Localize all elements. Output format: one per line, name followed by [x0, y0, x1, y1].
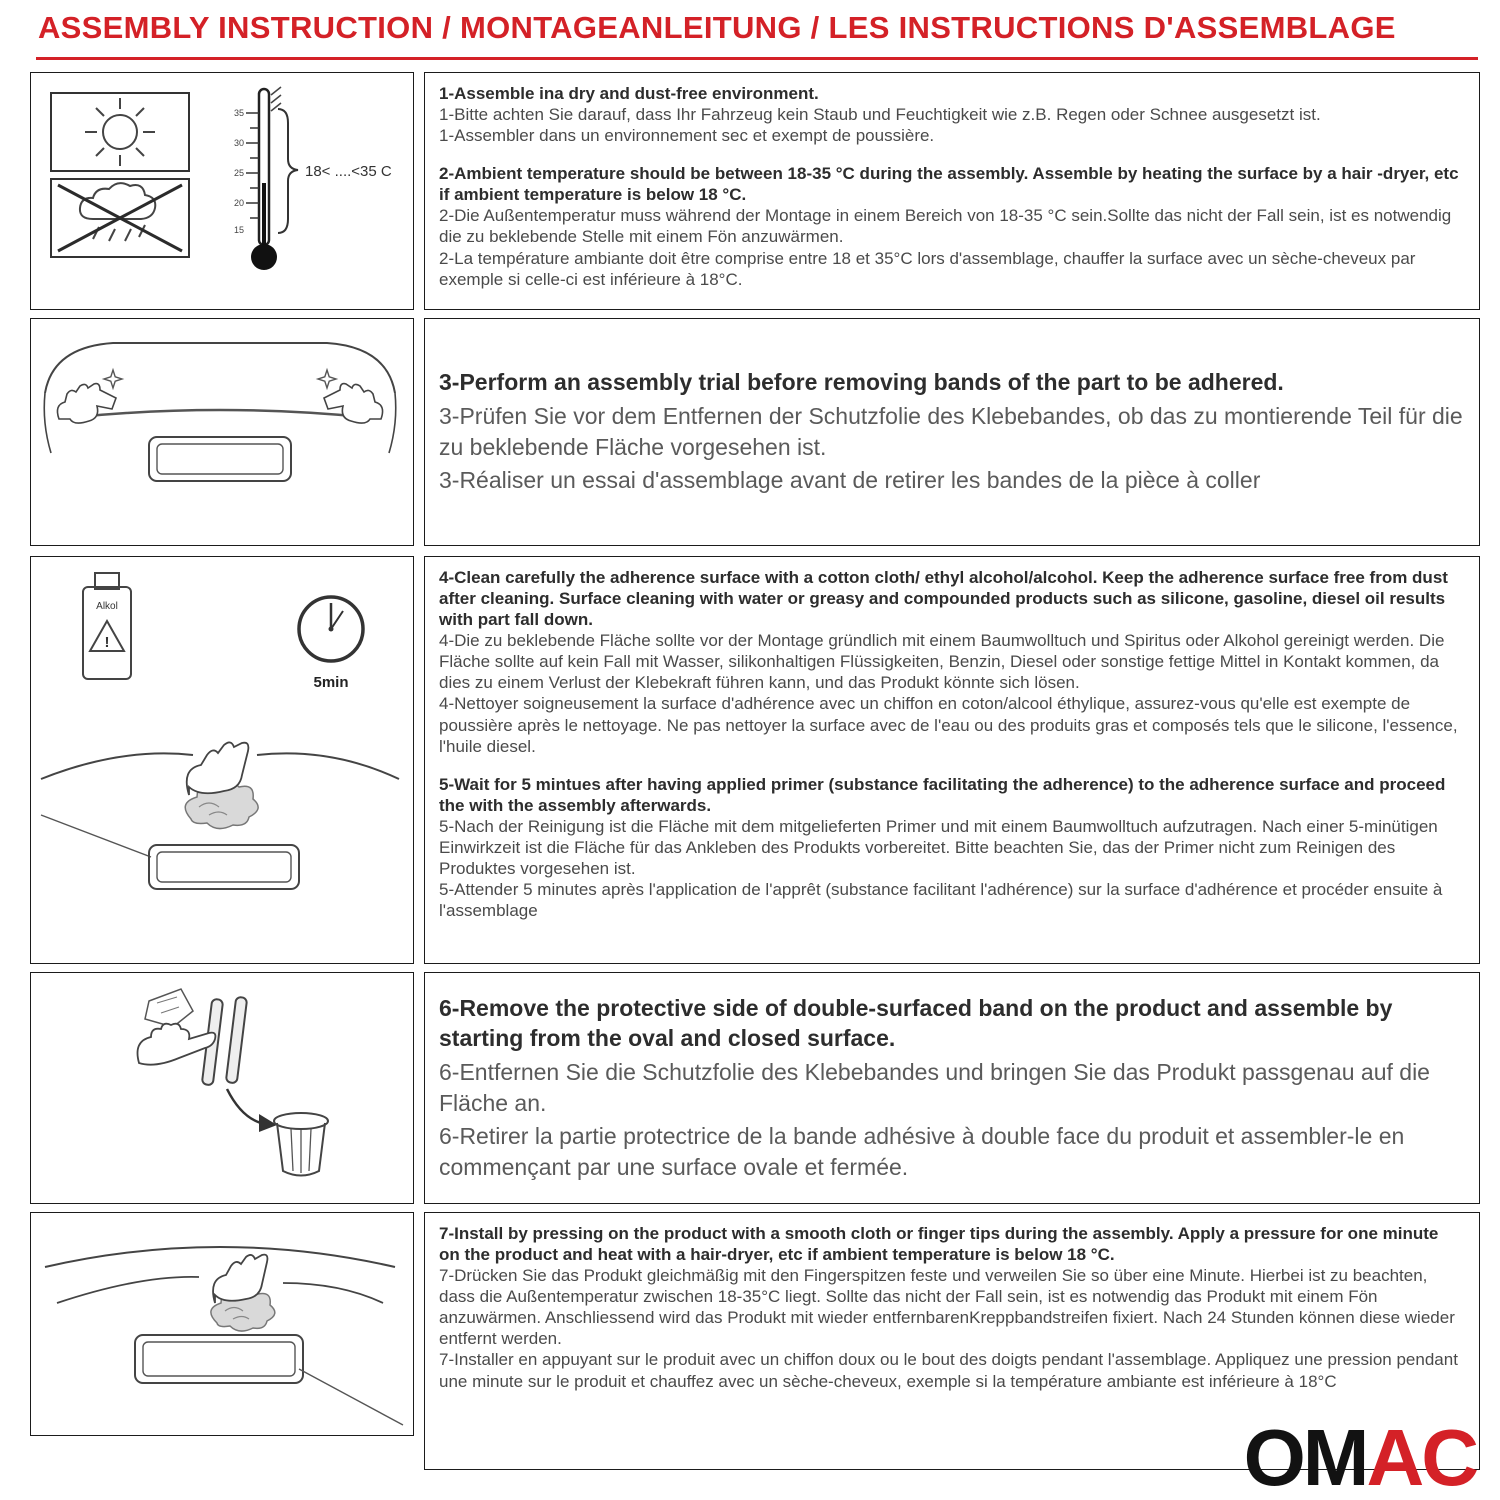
holding-hand-icon: [138, 1024, 216, 1065]
figure-box-remove-band: [30, 972, 414, 1204]
left-hand-icon: [57, 384, 116, 423]
instruction-2-en: 2-Ambient temperature should be between 18-35 °C during the assembly. Assemble by heating the surface by a hair -dryer, etc if ambient temperature is below 18 °C.: [439, 164, 1459, 205]
text-box-2: [424, 318, 1480, 546]
thermometer-icon: [234, 87, 392, 270]
figure-box-trial: [30, 318, 414, 546]
instruction-6-en: 6-Remove the protective side of double-surfaced band on the product and assemble by starting from the oval and closed surface.: [439, 994, 1393, 1052]
instruction-5-fr: 5-Attender 5 minutes après l'application de l'apprêt (substance facilitant l'adhérence) sur la surface d'adhérence et procéder ensuite à l'assemblage: [439, 880, 1443, 921]
instruction-4-fr: 4-Nettoyer soigneusement la surface d'adhérence avec un chiffon en coton/alcool éthylique, assurez-vous qu'elle est exempte de poussière après le nettoyage. Ne pas nettoyer la surface avec de l'eau ou des produits gras et composés tels que le silicone, l'essence, l'huile diesel.: [439, 694, 1458, 756]
instruction-7-fr: 7-Installer en appuyant sur le produit avec un chiffon doux ou le bout des doigts pendant l'assemblage. Appliquez une pression pendant une minute sur le produit et chauffez avec un sèche-cheveux, exemple si la température ambiante est inférieure à 18°C: [439, 1350, 1458, 1391]
figure-box-install: [30, 1212, 414, 1436]
thermometer-tick-label: 15: [233, 225, 244, 235]
logo-text-red: AC: [1366, 1413, 1476, 1500]
instruction-row-4: [30, 972, 1480, 1204]
instruction-row-2: [30, 318, 1480, 546]
instruction-1-fr: 1-Assembler dans un environnement sec et exempt de poussière.: [439, 126, 935, 146]
omac-logo: [1243, 1413, 1476, 1500]
svg-text:!: !: [104, 634, 110, 651]
protective-film-icon: [145, 989, 193, 1027]
thermometer-range-label: 18< ....<35 C: [305, 163, 392, 180]
instruction-5-de: 5-Nach der Reinigung ist die Fläche mit dem mitgelieferten Primer und mit einem Baumwolltuch aufzutragen. Nach einer 5-minütigen Einwirkzeit ist die Fläche für das Ankleben des Produkts vorbereitet. Bitte beachten Sie, das der Primer nicht zum Reinigen des Produktes vorgesehen ist.: [439, 816, 1438, 879]
instruction-6-de: 6-Entfernen Sie die Schutzfolie des Klebebandes und bringen Sie das Produkt passgenau auf die Fläche an.: [439, 1058, 1430, 1116]
instruction-1-en: 1-Assemble ina dry and dust-free environment.: [439, 84, 819, 103]
figure-box-cleaning: [30, 556, 414, 964]
instruction-row-3: [30, 556, 1480, 964]
instruction-7-de: 7-Drücken Sie das Produkt gleichmäßig mit den Fingerspitzen feste und verweilen Sie so über eine Minute. Hierbei ist zu beachten, dass die Außentemperatur zwischen 18-35°C liegt. Sollte das nicht der Fall sein, ist es notwendig das Produkt mit einem Fön anzuwärmen. Anschliessend wird das Produkt mit wieder entfernbarenKreppbandstreifen fixiert. Nach 24 Stunden können diese wieder entfernt werden.: [439, 1266, 1455, 1349]
thermometer-tick-label: 20: [233, 198, 244, 208]
bottle-label: Alkol: [96, 601, 118, 612]
instruction-4-en: 4-Clean carefully the adherence surface with a cotton cloth/ ethyl alcohol/alcohol. Keep the adherence surface free from dust after cleaning. Surface cleaning with water or greasy and compounded products such as silicone, gasoline, diesel oil results with part fall down.: [439, 568, 1448, 630]
text-box-4: [424, 972, 1480, 1204]
sparkle-icon: [104, 370, 336, 388]
logo-text-black: OM: [1243, 1413, 1367, 1500]
title-underline: [36, 57, 1478, 60]
instruction-3-de: 3-Prüfen Sie vor dem Entfernen der Schutzfolie des Klebebandes, ob das zu montierende Teil für die zu beklebende Fläche vorgesehen ist.: [439, 402, 1463, 460]
clock-label: 5min: [313, 674, 349, 691]
arrow-line: [227, 1089, 261, 1123]
trim-band: [77, 410, 363, 417]
instruction-5-en: 5-Wait for 5 mintues after having applied primer (substance facilitating the adherence) to the adherence surface and proceed the with the assembly afterwards.: [439, 774, 1446, 815]
trash-icon: [274, 1113, 328, 1176]
remove-band-illustration: [31, 973, 409, 1201]
no-rain-icon: [51, 179, 189, 257]
instruction-6-fr: 6-Retirer la partie protectrice de la bande adhésive à double face du produit et assembler-le en commençant par une surface ovale et fermée.: [439, 1123, 1405, 1180]
clock-icon: [299, 597, 363, 691]
instruction-2-de: 2-Die Außentemperatur muss während der Montage in einem Bereich von 18-35 °C sein.Sollte das nicht der Fall sein, ist es notwendig die zu beklebende Stelle mit einem Fön anzuwärmen.: [439, 206, 1452, 247]
text-box-3: [424, 556, 1480, 964]
warning-icon: [90, 621, 124, 651]
right-hand-icon: [324, 384, 383, 423]
instruction-4-de: 4-Die zu beklebende Fläche sollte vor der Montage gründlich mit einem Baumwolltuch und Spiritus oder Alkohol gereinigt werden. Die Fläche sollte auf kein Fall mit Wasser, silikonhaltigen Flüssigkeiten, Benzin, Diesel oder sonstige fettige Mittel in Kontakt kommen, da dies zu einem Verlust der Klebekraft führen kann, und das Produkt könnte sich lösen.: [439, 631, 1445, 693]
instruction-2-fr: 2-La température ambiante doit être comprise entre 18 et 35°C lors d'assemblage, chauffer la surface avec un sèche-cheveux par exemple si celle-ci est inférieure à 18°C.: [439, 248, 1416, 289]
cleaning-illustration: [31, 557, 409, 961]
instruction-7-en: 7-Install by pressing on the product with a smooth cloth or finger tips during the assembly. Apply a pressure for one minute on the product and heat with a hair-dryer, etc if ambient temperature is below 18 °C.: [439, 1224, 1439, 1265]
thermometer-tick-label: 25: [233, 168, 244, 178]
page-title: ASSEMBLY INSTRUCTION / MONTAGEANLEITUNG / LES INSTRUCTIONS D'ASSEMBLAGE: [38, 10, 1396, 45]
range-brace: [278, 109, 298, 233]
instruction-row-1: [30, 72, 1480, 310]
instruction-3-fr: 3-Réaliser un essai d'assemblage avant de retirer les bandes de la pièce à coller: [439, 467, 1261, 494]
figure-box-environment: [30, 72, 414, 310]
environment-illustration: [31, 73, 409, 307]
thermometer-tick-label: 30: [233, 138, 244, 148]
instruction-1-de: 1-Bitte achten Sie darauf, dass Ihr Fahrzeug kein Staub und Feuchtigkeit wie z.B. Regen oder Schnee ausgesetzt ist.: [439, 105, 1321, 125]
text-box-1: [424, 72, 1480, 310]
press-install-illustration: [31, 1213, 409, 1431]
alcohol-bottle-icon: [83, 573, 131, 679]
thermometer-tick-label: 35: [233, 108, 244, 118]
instruction-3-en: 3-Perform an assembly trial before removing bands of the part to be adhered.: [439, 369, 1284, 396]
sun-icon: [51, 93, 189, 171]
trial-fit-illustration: [31, 319, 409, 543]
